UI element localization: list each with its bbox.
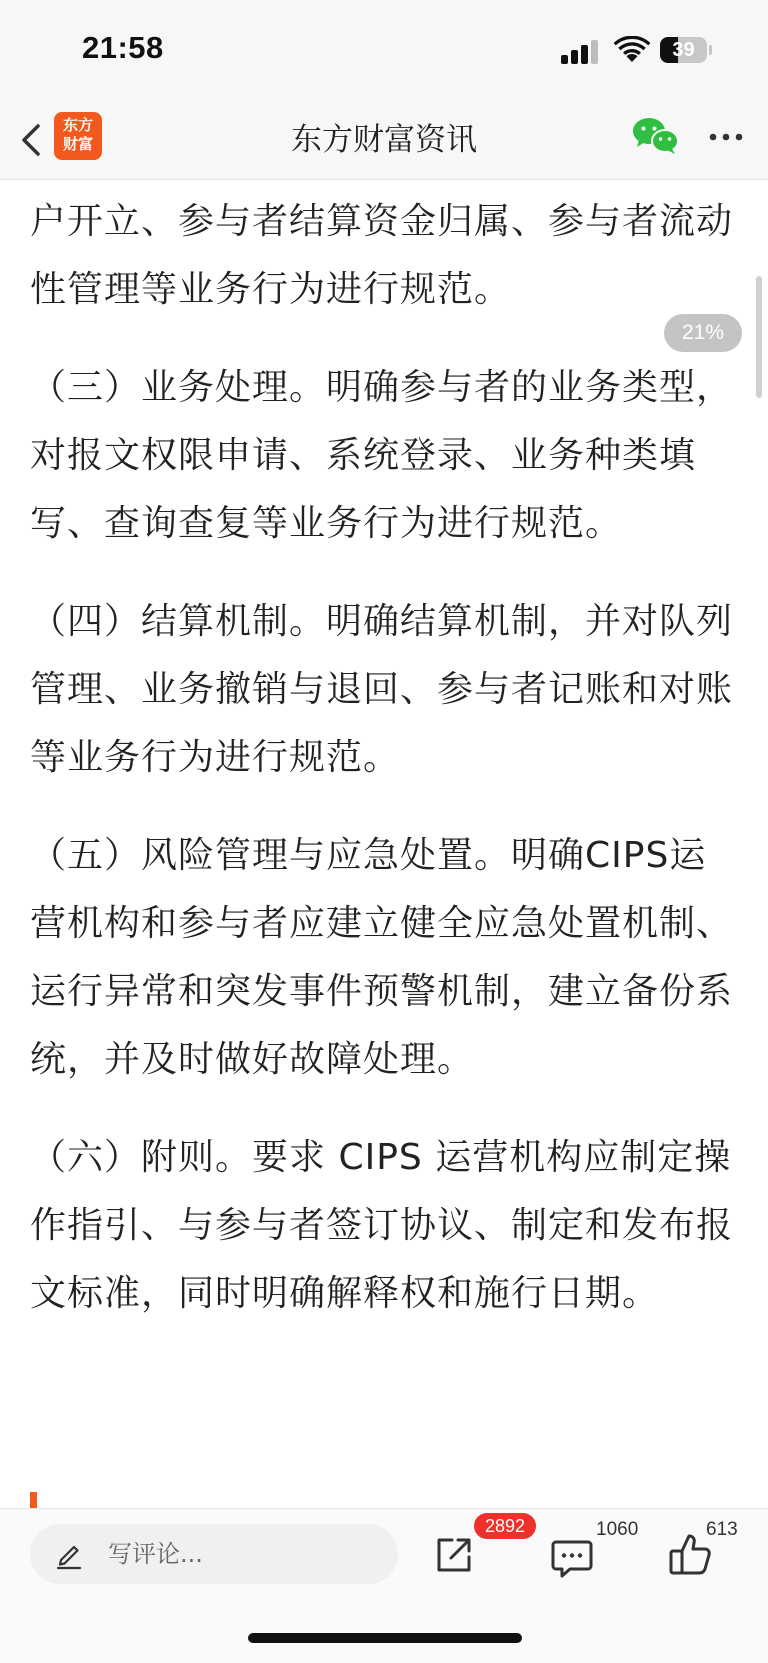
like-count: 613 — [706, 1519, 738, 1540]
logo-text-line1: 东方 — [62, 116, 93, 134]
article-paragraph: （五）风险管理与应急处置。明确CIPS运营机构和参与者应建立健全应急处置机制、运行异常和突发事件预警机制，建立备份系统，并及时做好故障处理。 — [30, 835, 734, 1080]
comment-icon[interactable] — [550, 1537, 594, 1579]
logo-text-line2: 财富 — [62, 135, 93, 153]
comment-input[interactable] — [30, 1524, 398, 1584]
battery-icon — [660, 37, 712, 63]
share-count-badge: 2892 — [474, 1513, 536, 1539]
reading-progress-badge: 21% — [664, 314, 742, 352]
status-time: 21:58 — [82, 30, 164, 65]
page-title: 东方财富资讯 — [291, 122, 477, 158]
more-icon[interactable] — [706, 122, 746, 152]
article-paragraph: （六）附则。要求 CIPS 运营机构应制定操作指引、与参与者签订协议、制定和发布报文标准，同时明确解释权和施行日期。 — [30, 1137, 734, 1314]
back-icon[interactable] — [12, 116, 52, 164]
signal-icon — [561, 40, 601, 64]
article-paragraph: （三）业务处理。明确参与者的业务类型，对报文权限申请、系统登录、业务种类填写、查询查复等业务行为进行规范。 — [30, 367, 734, 544]
home-indicator[interactable] — [248, 1633, 522, 1643]
article-paragraph: （四）结算机制。明确结算机制，并对队列管理、业务撤销与退回、参与者记账和对账等业务行为进行规范。 — [30, 601, 734, 778]
share-icon[interactable] — [432, 1533, 476, 1577]
comment-count: 1060 — [596, 1519, 639, 1540]
section-heading-marker — [30, 1492, 37, 1508]
source-logo[interactable] — [54, 112, 102, 160]
battery-level: 39 — [672, 39, 695, 61]
article-body — [30, 180, 742, 1358]
pen-icon — [54, 1538, 84, 1570]
wifi-icon — [614, 36, 650, 64]
scrollbar[interactable] — [756, 276, 762, 398]
app-header — [0, 100, 768, 180]
article-paragraph: 户开立、参与者结算资金归属、参与者流动性管理等业务行为进行规范。 — [30, 201, 734, 310]
wechat-icon[interactable] — [632, 116, 680, 156]
comment-placeholder: 写评论... — [108, 1540, 203, 1568]
status-bar — [0, 0, 768, 100]
